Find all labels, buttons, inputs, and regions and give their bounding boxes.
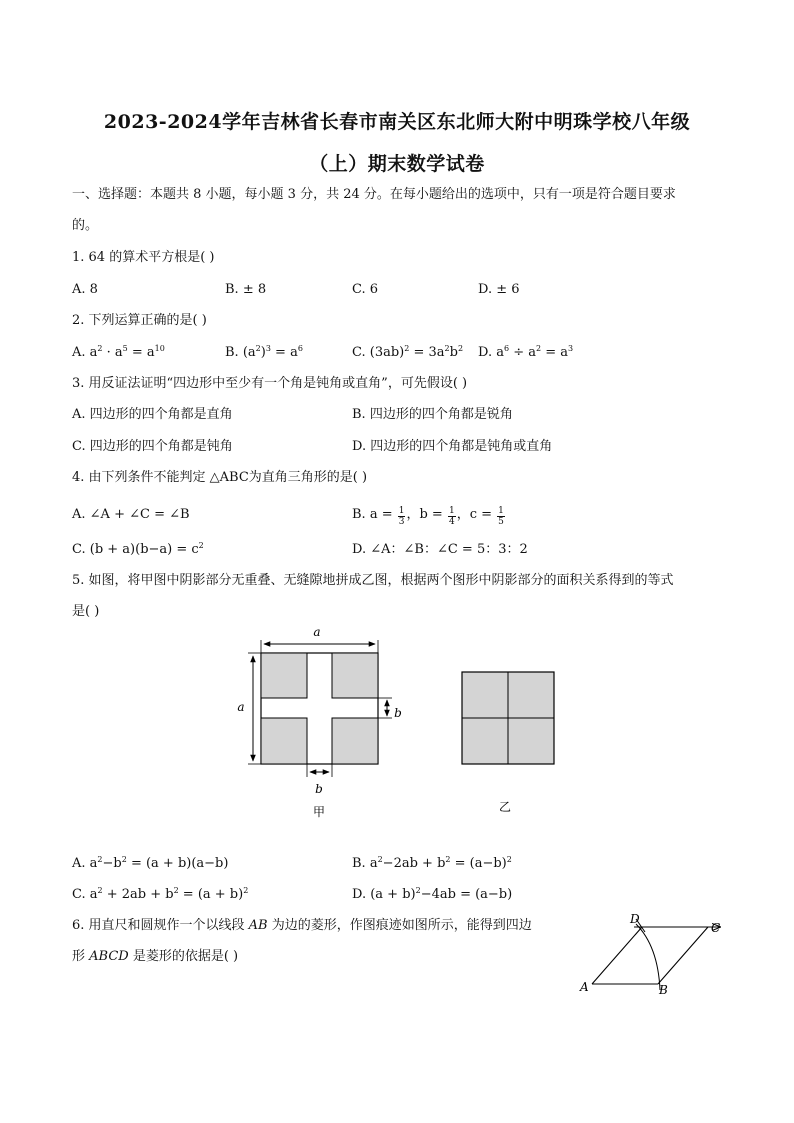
yi-square-4 xyxy=(508,718,554,764)
q4-b-den-b: 4 xyxy=(448,517,455,527)
q1-option-b: B. ± 8 xyxy=(225,282,267,297)
q5-b-part2: −2ab + b xyxy=(382,856,446,871)
q3-option-a: A. 四边形的四个角都是直角 xyxy=(72,407,233,422)
q2-b-exp1: 2 xyxy=(255,344,261,353)
q2-c-exp3: 2 xyxy=(457,344,464,353)
label-b-right: b xyxy=(394,706,402,720)
q2-b-part2: ) xyxy=(260,345,266,360)
q2-d-exp3: 3 xyxy=(568,344,574,353)
q2-b-part1: B. (a xyxy=(225,345,256,360)
yi-square-2 xyxy=(508,672,554,718)
q5-option-d xyxy=(352,888,512,901)
label-a-left: a xyxy=(237,700,245,714)
q5-a-part3: = (a + b)(a−b) xyxy=(126,856,229,871)
q2-a-part3: = a xyxy=(127,345,155,360)
q5-option-b xyxy=(352,857,512,870)
label-a-top: a xyxy=(313,625,321,639)
q4-b-part1: B. a = xyxy=(352,507,397,522)
label-d: D xyxy=(630,912,640,926)
q4-option-c xyxy=(72,543,204,556)
q6-line2-pre: 形 xyxy=(72,949,90,964)
q2-option-d xyxy=(478,346,573,359)
q3-option-b: B. 四边形的四个角都是锐角 xyxy=(352,407,513,422)
q5-a-exp2: 2 xyxy=(121,855,127,864)
shaded-square-bottom-left xyxy=(261,718,307,764)
q4-b-num-c: 1 xyxy=(498,506,504,516)
q2-b-exp3: 6 xyxy=(297,344,303,353)
q5-d-part1: D. (a + b) xyxy=(352,887,416,902)
q4-b-den-a: 3 xyxy=(398,517,405,527)
q2-b-exp2: 3 xyxy=(265,344,271,353)
q5-c-part2: + 2ab + b xyxy=(102,887,174,902)
q6-line1-post: 为边的菱形，作图痕迹如图所示，能得到四边 xyxy=(267,918,532,933)
q2-option-a xyxy=(72,346,165,359)
q5-option-a xyxy=(72,857,228,870)
q5-option-c xyxy=(72,888,248,901)
q2-c-part1: C. (3ab) xyxy=(352,345,405,360)
q2-d-part1: D. a xyxy=(478,345,504,360)
q4-b-fraction-c xyxy=(497,506,505,527)
figure-yi xyxy=(462,672,554,814)
q4-b-num-a: 1 xyxy=(398,506,405,516)
q3-stem: 3. 用反证法证明“四边形中至少有一个角是钝角或直角”，可先假设( ) xyxy=(72,376,468,391)
q4-b-fraction-a xyxy=(398,506,406,527)
q4-c-exp1: 2 xyxy=(198,541,204,550)
page-title-line2: （上）期末数学试卷 xyxy=(309,153,485,175)
q4-b-fraction-b xyxy=(448,506,456,527)
label-b: B xyxy=(659,983,668,997)
q4-option-b xyxy=(352,506,506,527)
page-title-line1: 2023-2024学年吉林省长春市南关区东北师大附中明珠学校八年级 xyxy=(103,111,691,133)
q2-c-part3: b xyxy=(449,345,458,360)
caption-yi: 乙 xyxy=(498,800,512,814)
q2-a-part2: · a xyxy=(102,345,123,360)
q5-b-exp2: 2 xyxy=(445,855,451,864)
q6-figure xyxy=(570,910,770,1000)
q4-b-part3: ，c = xyxy=(456,507,497,522)
compass-arc xyxy=(636,924,660,990)
q1-option-c: C. 6 xyxy=(352,282,379,297)
q2-d-part2: ÷ a xyxy=(509,345,536,360)
q5-c-part1: C. a xyxy=(72,887,98,902)
q6-line2-quad: ABCD xyxy=(89,949,129,964)
q5-a-exp1: 2 xyxy=(97,855,103,864)
q5-a-part1: A. a xyxy=(72,856,98,871)
q6-line1-segment: AB xyxy=(248,918,268,933)
label-a: A xyxy=(580,980,589,994)
q5-c-exp3: 2 xyxy=(243,886,249,895)
label-b-bottom: b xyxy=(315,782,323,796)
q5-c-exp1: 2 xyxy=(97,886,103,895)
q6-line1-pre: 6. 用直尺和圆规作一个以线段 xyxy=(72,918,249,933)
q2-d-exp2: 2 xyxy=(536,344,542,353)
q2-stem: 2. 下列运算正确的是( ) xyxy=(72,313,207,328)
q2-d-part3: = a xyxy=(541,345,569,360)
q4-option-a: A. ∠A + ∠C = ∠B xyxy=(72,507,190,522)
caption-jia: 甲 xyxy=(312,805,326,819)
q5-d-exp1: 2 xyxy=(415,886,421,895)
q5-b-exp3: 2 xyxy=(506,855,512,864)
q6-line2-post: 是菱形的依据是( ) xyxy=(128,949,239,964)
q5-figure xyxy=(0,620,794,860)
q4-c-part1: C. (b + a)(b−a) = c xyxy=(72,542,199,557)
q2-option-c xyxy=(352,346,463,359)
q2-a-exp1: 2 xyxy=(97,344,103,353)
shaded-square-bottom-right xyxy=(332,718,378,764)
q5-stem-line2: 是( ) xyxy=(72,604,100,619)
segment-ad xyxy=(592,927,642,984)
q5-b-part1: B. a xyxy=(352,856,378,871)
q6-stem-line1 xyxy=(72,919,532,932)
q3-option-c: C. 四边形的四个角都是钝角 xyxy=(72,439,233,454)
q5-c-exp2: 2 xyxy=(173,886,179,895)
q1-option-d: D. ± 6 xyxy=(478,282,520,297)
q1-option-a: A. 8 xyxy=(72,282,98,297)
q2-c-exp2: 2 xyxy=(444,344,450,353)
q4-b-num-b: 1 xyxy=(448,506,455,516)
q5-b-exp1: 2 xyxy=(377,855,383,864)
q4-b-den-c: 5 xyxy=(498,517,504,527)
q6-stem-line2 xyxy=(72,950,238,963)
q3-option-d: D. 四边形的四个角都是钝角或直角 xyxy=(352,439,553,454)
q1-stem: 1. 64 的算术平方根是( ) xyxy=(72,250,215,265)
section-intro-line2: 的。 xyxy=(72,218,99,233)
q4-stem: 4. 由下列条件不能判定 △ABC为直角三角形的是( ) xyxy=(72,470,368,485)
q2-b-part3: = a xyxy=(270,345,298,360)
q5-a-part2: −b xyxy=(102,856,122,871)
yi-square-1 xyxy=(462,672,508,718)
q5-stem-line1: 5. 如图，将甲图中阴影部分无重叠、无缝隙地拼成乙图，根据两个图形中阴影部分的面积关系得到的等式 xyxy=(72,573,674,588)
shaded-square-top-left xyxy=(261,653,307,698)
shaded-square-top-right xyxy=(332,653,378,698)
figure-jia xyxy=(237,625,401,819)
q4-b-part2: ，b = xyxy=(406,507,447,522)
q2-option-b xyxy=(225,346,303,359)
q4-option-d: D. ∠A：∠B：∠C = 5：3：2 xyxy=(352,542,528,557)
q2-d-exp1: 6 xyxy=(503,344,510,353)
q5-c-part3: = (a + b) xyxy=(178,887,244,902)
q5-d-part2: −4ab = (a−b) xyxy=(420,887,513,902)
yi-square-3 xyxy=(462,718,508,764)
q2-a-exp2: 5 xyxy=(122,344,128,353)
q2-a-part1: A. a xyxy=(72,345,98,360)
q2-c-exp1: 2 xyxy=(404,344,410,353)
q2-c-part2: = 3a xyxy=(409,345,445,360)
q5-b-part3: = (a−b) xyxy=(450,856,507,871)
segment-bc xyxy=(658,927,708,984)
q2-a-exp3: 10 xyxy=(154,344,165,353)
label-c: C xyxy=(711,921,721,935)
section-intro-line1: 一、选择题：本题共 8 小题，每小题 3 分，共 24 分。在每小题给出的选项中，只有一项是符合题目要求 xyxy=(72,187,676,202)
